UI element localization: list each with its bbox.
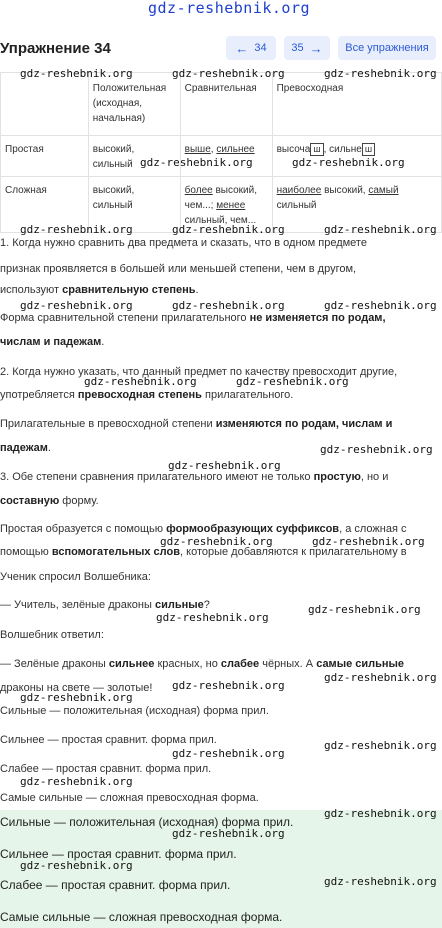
watermark: gdz-reshebnik.org xyxy=(160,535,273,548)
paragraph xyxy=(0,335,440,349)
prev-exercise-button[interactable] xyxy=(226,36,276,60)
watermark: gdz-reshebnik.org xyxy=(324,223,437,236)
answer-line: Слабее — простая сравнит. форма прил. xyxy=(0,878,231,892)
table-text: высокий, xyxy=(324,185,366,196)
table-header-row xyxy=(1,73,442,136)
paragraph: 1. Когда нужно сравнить два предмета и сказать, что в одном предмете xyxy=(0,237,367,249)
bold-text: составную xyxy=(0,495,60,507)
watermark: gdz-reshebnik.org xyxy=(324,299,437,312)
all-exercises-button[interactable] xyxy=(338,36,436,60)
watermark: gdz-reshebnik.org xyxy=(20,775,133,788)
text: красных, но xyxy=(157,658,218,670)
bold-text: падежам xyxy=(0,442,48,454)
paragraph: Сильные — положительная (исходная) форма прил. xyxy=(0,705,269,717)
term-superlative: превосходная степень xyxy=(77,389,202,401)
word-bolee: более xyxy=(184,185,213,196)
comparison-table xyxy=(0,72,442,233)
word-vyshe: выше xyxy=(184,144,211,155)
watermark: gdz-reshebnik.org xyxy=(172,299,285,312)
word-silnee: сильнее xyxy=(216,144,255,155)
paragraph: драконы на свете — золотые! xyxy=(0,682,153,694)
table-text: сильный xyxy=(276,200,317,211)
bold-text: сильнее xyxy=(108,658,155,670)
watermark-top: gdz-reshebnik.org xyxy=(148,0,311,17)
watermark: gdz-reshebnik.org xyxy=(20,223,133,236)
bold-text: самые сильные xyxy=(316,658,405,670)
paragraph xyxy=(0,657,440,671)
bold-text: числам и падежам xyxy=(0,336,102,348)
word-vysochaish: высоча xyxy=(276,144,311,155)
table-header-comparative: Сравнительная xyxy=(180,73,272,136)
watermark: gdz-reshebnik.org xyxy=(172,827,285,840)
watermark: gdz-reshebnik.org xyxy=(324,671,437,684)
watermark: gdz-reshebnik.org xyxy=(20,859,133,872)
watermark: gdz-reshebnik.org xyxy=(324,739,437,752)
paragraph xyxy=(0,388,440,402)
paragraph: признак проявляется в большей или меньшей степени, чем в другом, xyxy=(0,263,357,275)
paragraph: Ученик спросил Волшебника: xyxy=(0,571,151,583)
paragraph xyxy=(0,283,440,297)
answer-line: Самые сильные — сложная превосходная форма. xyxy=(0,910,283,924)
watermark: gdz-reshebnik.org xyxy=(140,156,253,169)
watermark: gdz-reshebnik.org xyxy=(20,67,133,80)
text: прилагательного. xyxy=(205,389,294,401)
bold-text: простую xyxy=(313,471,361,483)
paragraph xyxy=(0,522,440,536)
answer-line: Сильнее — простая сравнит. форма прил. xyxy=(0,847,237,861)
watermark: gdz-reshebnik.org xyxy=(168,459,281,472)
text: — Зелёные драконы xyxy=(0,658,106,670)
arrow-left-icon: ← xyxy=(235,40,249,56)
row-label-simple: Простая xyxy=(1,136,89,177)
paragraph xyxy=(0,494,440,508)
answer-line: Сильные — положительная (исходная) форма прил. xyxy=(0,815,294,829)
text: ? xyxy=(203,599,210,611)
separator: , xyxy=(323,144,327,155)
all-exercises-label: Все упражнения xyxy=(345,42,429,54)
arrow-right-icon: → xyxy=(309,40,323,56)
table-header-positive: Положительная (исходная, начальная) xyxy=(88,73,180,136)
next-exercise-label: 35 xyxy=(291,42,304,54)
text: , но и xyxy=(360,471,389,483)
suffix-box: ш xyxy=(310,143,323,156)
bold-text: формообразующих суффиксов xyxy=(166,523,340,535)
exercise-header xyxy=(0,36,442,62)
bold-text: изменяются по родам, числам и xyxy=(215,418,393,430)
paragraph xyxy=(0,470,440,484)
watermark: gdz-reshebnik.org xyxy=(172,67,285,80)
watermark: gdz-reshebnik.org xyxy=(20,691,133,704)
text: , а сложная с xyxy=(339,523,407,535)
watermark: gdz-reshebnik.org xyxy=(324,67,437,80)
watermark: gdz-reshebnik.org xyxy=(312,535,425,548)
word-silneish: сильне xyxy=(329,144,362,155)
bold-text: сильные xyxy=(154,599,204,611)
next-exercise-button[interactable] xyxy=(284,36,330,60)
table-text: сильный, чем... xyxy=(184,215,257,226)
text: Простая образуется с помощью xyxy=(0,523,164,535)
paragraph: Слабее — простая сравнит. форма прил. xyxy=(0,763,212,775)
bold-text: не изменяется по родам, xyxy=(249,312,386,324)
word-menee: менее xyxy=(216,200,246,211)
text: помощью xyxy=(0,546,49,558)
word-samyi: самый xyxy=(368,185,399,196)
text: форму. xyxy=(62,495,99,507)
watermark: gdz-reshebnik.org xyxy=(320,443,433,456)
watermark: gdz-reshebnik.org xyxy=(324,807,437,820)
text: . xyxy=(47,442,51,454)
paragraph: Волшебник ответил: xyxy=(0,629,104,641)
table-cell: высокий, сильный xyxy=(88,136,180,177)
paragraph xyxy=(0,311,440,325)
paragraph xyxy=(0,417,440,431)
watermark: gdz-reshebnik.org xyxy=(292,156,405,169)
text: Форма сравнительной степени прилагательного xyxy=(0,312,247,324)
watermark: gdz-reshebnik.org xyxy=(84,375,197,388)
watermark: gdz-reshebnik.org xyxy=(236,375,349,388)
bold-text: слабее xyxy=(220,658,260,670)
text: используют xyxy=(0,284,60,296)
watermark: gdz-reshebnik.org xyxy=(324,875,437,888)
table-cell xyxy=(1,73,89,136)
watermark: gdz-reshebnik.org xyxy=(172,747,285,760)
watermark: gdz-reshebnik.org xyxy=(172,679,285,692)
watermark: gdz-reshebnik.org xyxy=(156,611,269,624)
table-cell: высокий, сильный xyxy=(88,177,180,233)
separator: , xyxy=(210,144,214,155)
text: — Учитель, зелёные драконы xyxy=(0,599,152,611)
text: чёрных. А xyxy=(262,658,314,670)
text: , которые добавляются к прилагательному в xyxy=(180,546,407,558)
text: . xyxy=(195,284,199,296)
row-label-complex: Сложная xyxy=(1,177,89,233)
paragraph: 2. Когда нужно указать, что данный предмет по качеству превосходит другие, xyxy=(0,366,398,378)
table-header-superlative: Превосходная xyxy=(272,73,441,136)
table-text: высокий, чем...; xyxy=(184,185,257,211)
text: употребляется xyxy=(0,389,75,401)
paragraph: Сильнее — простая сравнит. форма прил. xyxy=(0,734,217,746)
text: . xyxy=(101,336,105,348)
watermark: gdz-reshebnik.org xyxy=(308,603,421,616)
watermark: gdz-reshebnik.org xyxy=(20,299,133,312)
watermark: gdz-reshebnik.org xyxy=(172,223,285,236)
text: 3. Обе степени сравнения прилагательного имеют не только xyxy=(0,471,311,483)
suffix-box: ш xyxy=(362,143,375,156)
text: Прилагательные в превосходной степени xyxy=(0,418,213,430)
prev-exercise-label: 34 xyxy=(254,42,267,54)
page-title: Упражнение 34 xyxy=(0,40,111,57)
bold-text: вспомогательных слов xyxy=(51,546,181,558)
paragraph: Самые сильные — сложная превосходная форма. xyxy=(0,792,259,804)
term-comparative: сравнительную степень xyxy=(62,284,196,296)
word-naibolee: наиболее xyxy=(276,185,322,196)
